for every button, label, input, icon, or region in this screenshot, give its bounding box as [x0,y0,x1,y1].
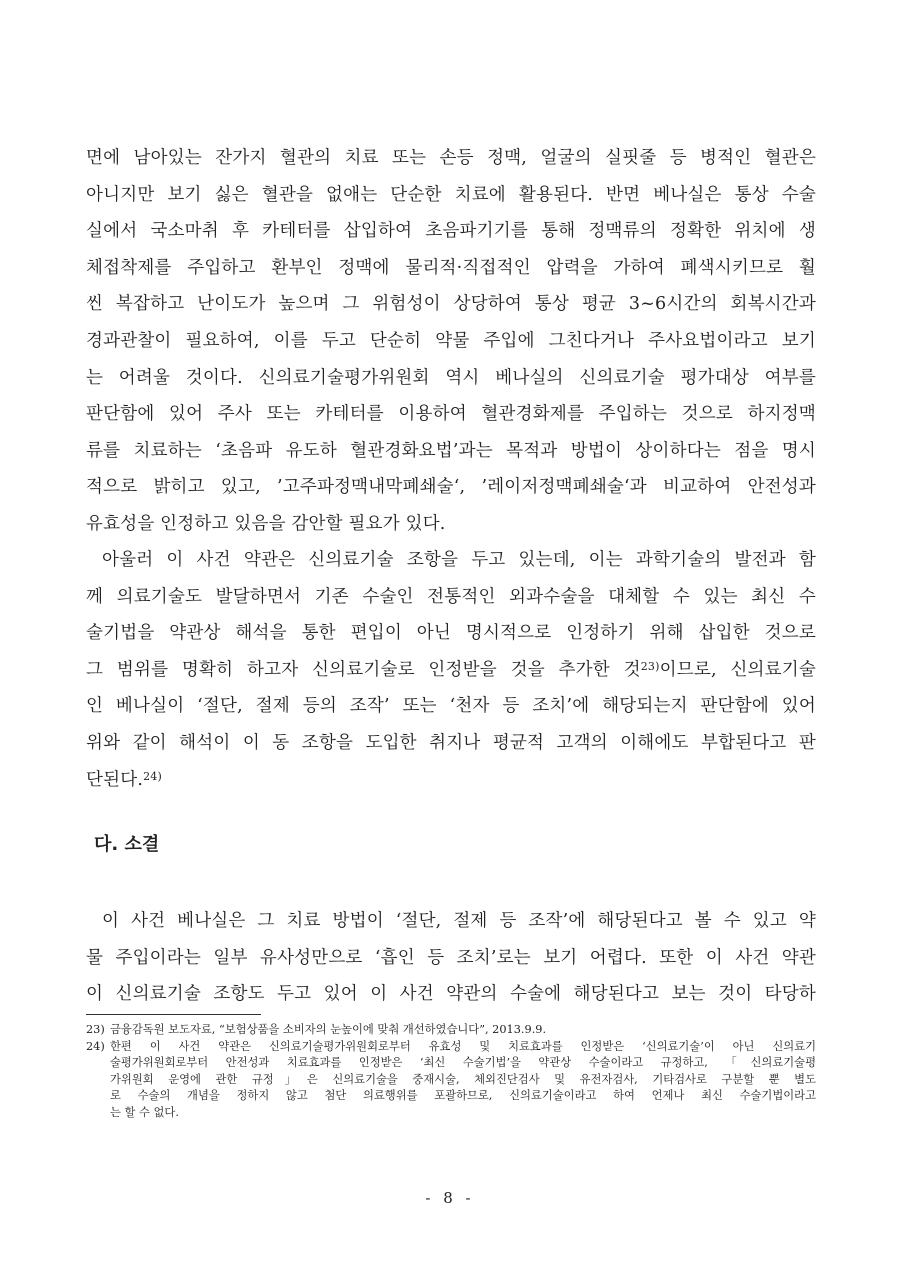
text-line: 적으로 밝히고 있고, ’고주파정맥내막폐쇄술‘, ’레이저정맥폐쇄술‘과 비교하여 안전성과 [86,477,816,498]
page-number: - 8 - [425,1189,475,1207]
text-line-with-footnote [86,762,816,799]
footnote-line: 한편 이 사건 약관은 신의료기술평가위원회로부터 유효성 및 치료효과를 인정받은 ‘신의료기술’이 아닌 신의료기 [110,1039,816,1053]
text-line: 이 신의료기술 조항도 두고 있어 이 사건 약관의 수술에 해당된다고 보는 것이 타당하 [86,984,816,1005]
footnote-line: 로 수술의 개념을 정하지 않고 첨단 의료행위를 포괄하므로, 신의료기술이라고 하여 언제나 최신 수술기법이라고 [110,1089,816,1102]
footnote-divider [86,1014,261,1015]
paragraph-new-technology-clause [86,542,816,798]
footnote-ref-24[interactable]: 24) [143,769,162,783]
text-line: 는 어려울 것이다. 신의료기술평가위원회 역시 베나실의 신의료기술 평가대상 여부를 [86,367,816,388]
text-line: 류를 치료하는 ‘초음파 유도하 혈관경화요법’과는 목적과 방법이 상이하다는 점을 명시 [86,440,816,461]
section-heading: 다. 소결 [94,834,160,855]
text-line: 유효성을 인정하고 있음을 감안할 필요가 있다. [86,513,446,534]
text-line: 판단함에 있어 주사 또는 카테터를 이용하여 혈관경화제를 주입하는 것으로 하지정맥 [86,404,816,425]
footnote-line: 술평가위원회로부터 안전성과 치료효과를 인정받은 ‘최신 수술기법’을 약관상 수술이라고 규정하고, 「신의료기술평 [110,1056,816,1069]
text-segment: 단된다. [86,769,144,790]
footnote-ref-23[interactable]: 23) [640,659,660,673]
text-line: 경과관찰이 필요하여, 이를 두고 단순히 약물 주입에 그친다거나 주사요법이라고 보기 [86,330,816,351]
text-line: 이 사건 베나실은 그 치료 방법이 ‘절단, 절제 등 조작’에 해당된다고 볼 수 있고 약 [102,911,816,931]
paragraph-treatment-comparison [86,140,816,543]
paragraph-conclusion [86,903,816,1013]
footnote-text [110,1039,816,1122]
text-segment: 이므로, 신의료기술 [659,659,816,680]
text-line: 실에서 국소마취 후 카테터를 삽입하여 초음파기기를 통해 정맥류의 정확한 위치에 생 [86,221,816,242]
text-line-with-footnote [86,652,816,689]
footnote-line: 가위원회 운영에 관한 규정」은 신의료기술을 중재시술, 체외진단검사 및 유전자검사, 기타검사로 구분할 뿐 별도 [110,1072,816,1086]
footnote-line: 금융감독원 보도자료, “보험상품을 소비자의 눈높이에 맞춰 개선하였습니다”, 2013.9.9. [110,1023,547,1036]
text-line: 물 주입이라는 일부 유사성만으로 ‘흡인 등 조치’로는 보기 어렵다. 또한 이 사건 약관 [86,947,816,968]
text-line: 체접착제를 주입하고 환부인 정맥에 물리적·직접적인 압력을 가하여 폐색시키므로 훨 [86,257,816,278]
text-line: 인 베나실이 ‘절단, 절제 등의 조작’ 또는 ‘천자 등 조치’에 해당되는지 판단함에 있어 [86,696,816,717]
text-segment: 그 범위를 명확히 하고자 신의료기술로 인정받을 것을 추가한 것 [86,659,641,680]
footnote-24 [86,1039,816,1122]
text-line: 술기법을 약관상 해석을 통한 편입이 아닌 명시적으로 인정하기 위해 삽입한 것으로 [86,623,816,644]
footnote-line: 는 할 수 없다. [110,1105,179,1119]
text-line: 께 의료기술도 발달하면서 기존 수술인 전통적인 외과수술을 대체할 수 있는 최신 수 [86,586,816,607]
text-line: 아니지만 보기 싫은 혈관을 없애는 단순한 치료에 활용된다. 반면 베나실은 통상 수술 [86,184,816,205]
text-line: 아울러 이 사건 약관은 신의료기술 조항을 두고 있는데, 이는 과학기술의 발전과 함 [102,550,816,570]
footnote-text [110,1022,816,1039]
text-line: 씬 복잡하고 난이도가 높으며 그 위험성이 상당하여 통상 평균 3~6시간의 회복시간과 [86,294,816,315]
text-line: 위와 같이 해석이 이 동 조항을 도입한 취지나 평균적 고객의 이해에도 부합된다고 판 [86,732,816,753]
footnotes [86,1022,816,1121]
footnote-23 [86,1022,816,1039]
text-line: 면에 남아있는 잔가지 혈관의 치료 또는 손등 정맥, 얼굴의 실핏줄 등 병적인 혈관은 [86,148,816,168]
footnote-number: 24) [86,1039,105,1053]
footnote-number: 23) [86,1023,105,1036]
